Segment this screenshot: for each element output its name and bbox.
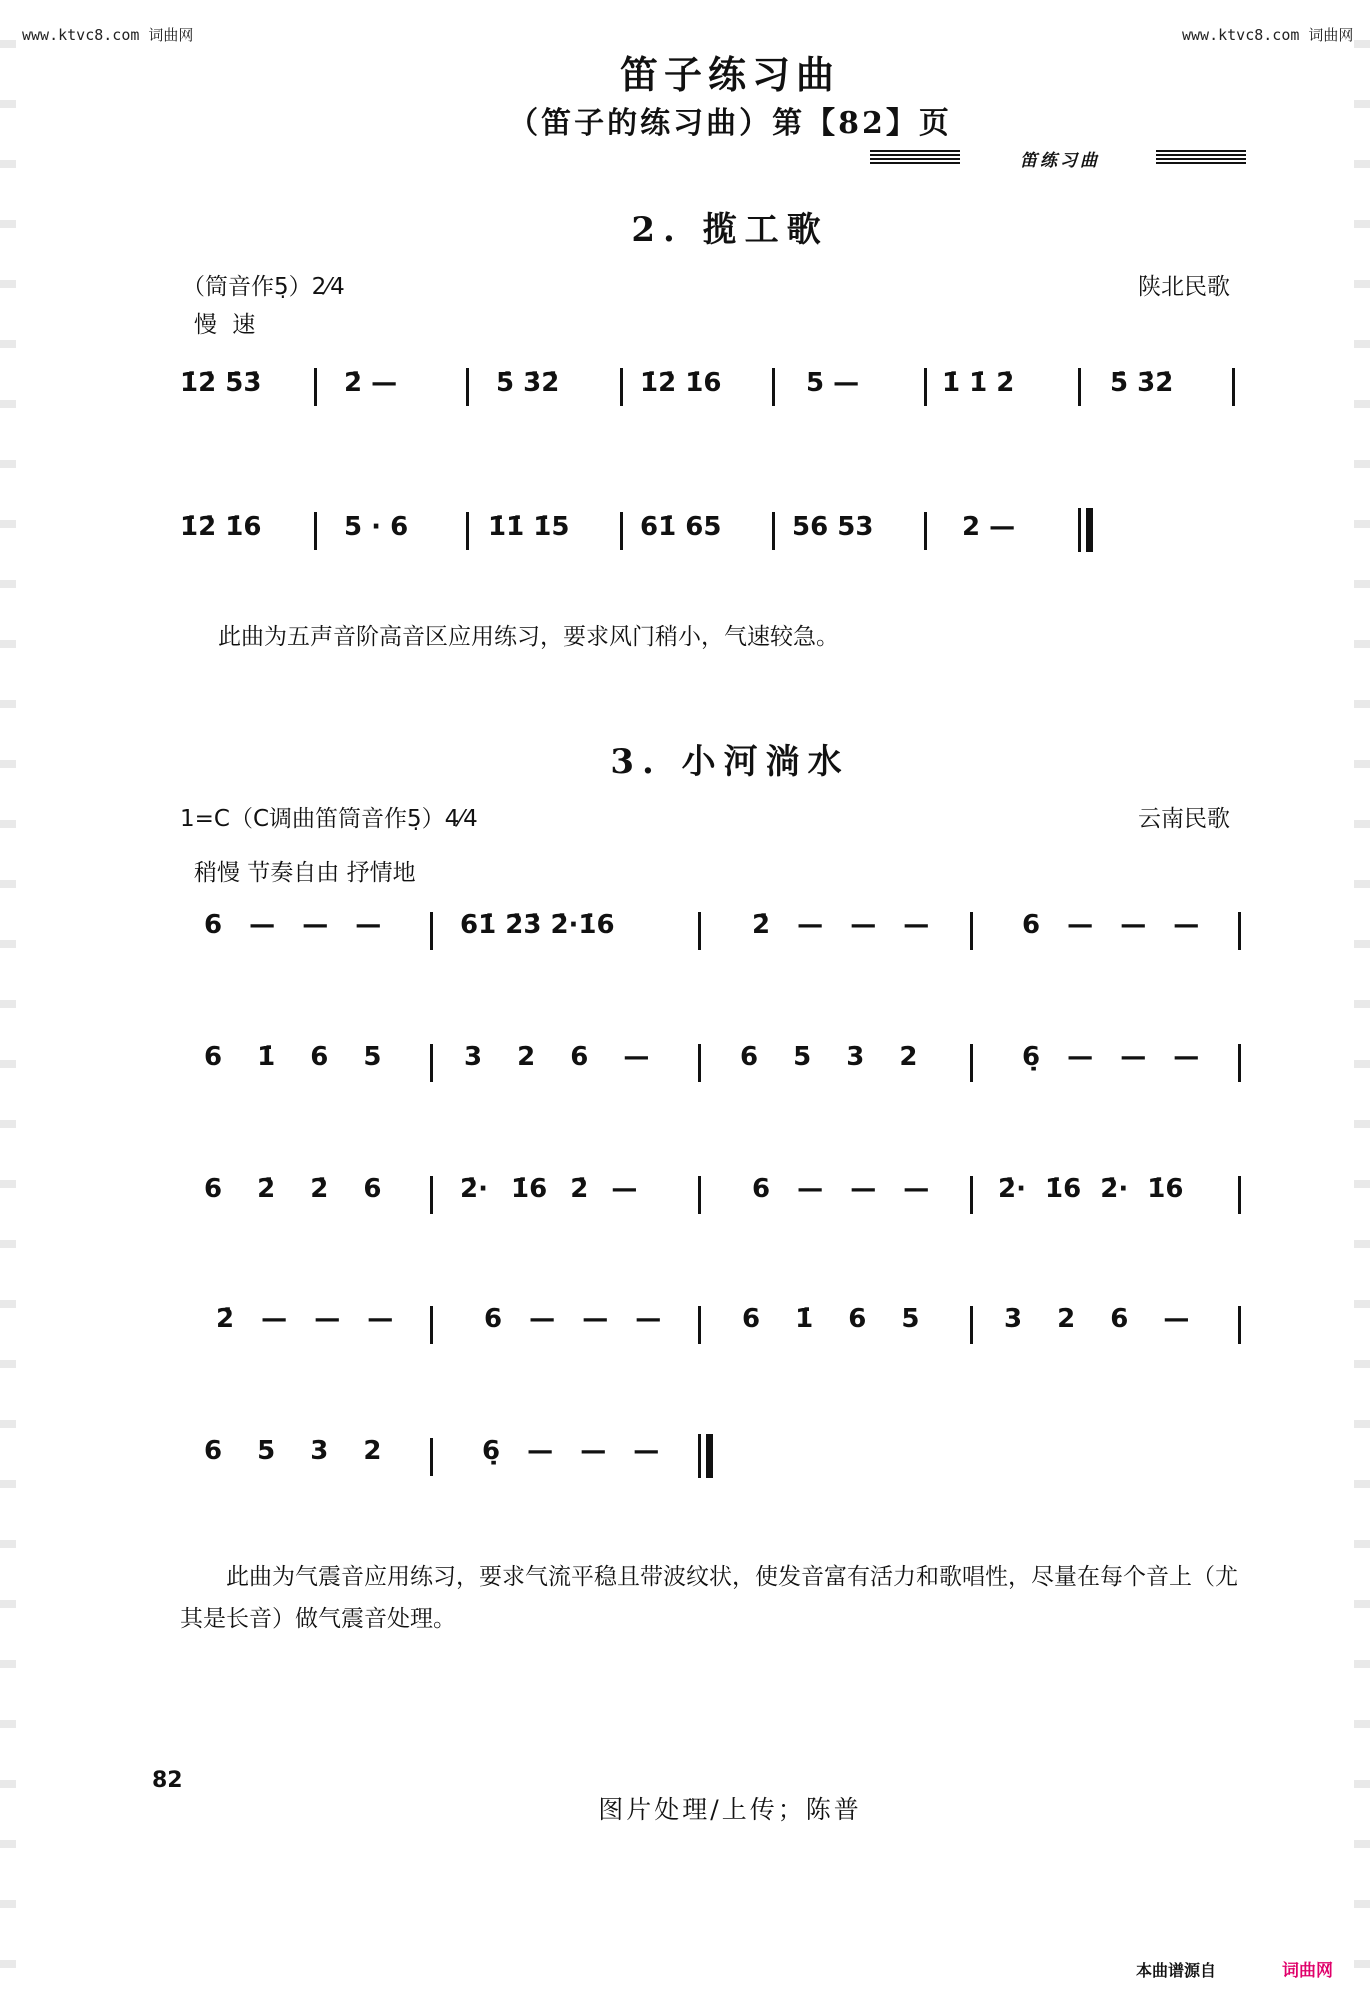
measure: 6 1̇ 6 5: [742, 1304, 920, 1334]
barline: [970, 1306, 973, 1344]
barline: [430, 1438, 433, 1476]
page-subtitle: （笛子的练习曲）第【82】页: [508, 106, 952, 141]
measure: 2̇ — — —: [216, 1304, 394, 1334]
measure: 6 — — —: [1022, 910, 1200, 940]
staff-line-2-2: [180, 504, 1250, 584]
measure: 61̇ 2̇3̇ 2̇·1̇6: [460, 910, 615, 940]
song-title-2: 2. 揽工歌: [631, 210, 829, 250]
measure: 5̇ 3̇2̇: [496, 368, 560, 398]
final-barline: [1078, 508, 1090, 552]
measure: 1̇2̇ 1̇6: [640, 368, 722, 398]
measure: 56 53: [792, 512, 874, 542]
banner-rule-right: [1156, 150, 1246, 164]
barline: [772, 512, 775, 550]
measure: 5 · 6: [344, 512, 409, 542]
final-barline: [698, 1434, 710, 1478]
section-banner: [870, 146, 1246, 171]
source-site-link[interactable]: 词曲网: [1282, 1961, 1333, 1981]
measure: 3 2 6 —: [1004, 1304, 1190, 1334]
barline: [1238, 1306, 1241, 1344]
barline: [466, 512, 469, 550]
measure: 61̇ 65: [640, 512, 722, 542]
page-number: 82: [152, 1768, 183, 1793]
barline: [698, 1306, 701, 1344]
banner-label: 笛练习曲: [1020, 151, 1100, 171]
barline: [1238, 912, 1241, 950]
staff-line-3-1: [180, 904, 1250, 984]
song-note-2: 此曲为五声音阶高音区应用练习，要求风门稍小，气速较急。: [218, 624, 839, 650]
song-key-2: （筒音作5̣）2⁄4: [182, 274, 345, 300]
song-origin-3: 云南民歌: [1138, 806, 1230, 832]
barline: [772, 368, 775, 406]
barline: [970, 1176, 973, 1214]
measure: 2̇· 1̇6 2̇· 1̇6: [998, 1174, 1184, 1204]
measure: 6 5 3 2: [740, 1042, 918, 1072]
measure: 1̇2̇ 5̇3̇: [180, 368, 262, 398]
source-label: 本曲谱源自: [1136, 1961, 1217, 1980]
measure: 2̇ — — —: [752, 910, 930, 940]
measure: 1̇2̇ 1̇6: [180, 512, 262, 542]
song-tempo-2: 慢 速: [194, 312, 260, 338]
barline: [970, 912, 973, 950]
measure: 3 2 6 —: [464, 1042, 650, 1072]
barline: [430, 1044, 433, 1082]
song-title-3: 3. 小河淌水: [610, 742, 850, 782]
measure: 6 5 3 2: [204, 1436, 382, 1466]
staff-line-3-2: [180, 1036, 1250, 1116]
measure: 5 —: [806, 368, 860, 398]
barline: [970, 1044, 973, 1082]
barline: [698, 1176, 701, 1214]
staff-line-3-4: [180, 1298, 1250, 1378]
barline: [314, 512, 317, 550]
song-origin-2: 陕北民歌: [1138, 274, 1230, 300]
barline: [924, 368, 927, 406]
staff-line-3-5: [180, 1430, 1250, 1510]
watermark-right: www.ktvc8.com 词曲网: [1182, 26, 1354, 44]
barline: [466, 368, 469, 406]
measure: 2 —: [962, 512, 1016, 542]
measure: 5̇ 3̇2̇: [1110, 368, 1174, 398]
measure: 6 — — —: [752, 1174, 930, 1204]
banner-rule-left: [870, 150, 960, 164]
barline: [924, 512, 927, 550]
measure: 2̇· 1̇6 2̇ —: [460, 1174, 638, 1204]
barline: [1078, 368, 1081, 406]
left-watermark-strip: [0, 0, 16, 2006]
barline: [430, 912, 433, 950]
measure: 6̣ — — —: [482, 1436, 660, 1466]
measure: 6 — — —: [204, 910, 382, 940]
song-tempo-3: 稍慢 节奏自由 抒情地: [194, 860, 416, 886]
measure: 2̇ —: [344, 368, 398, 398]
measure: 6 2̇ 2̇ 6: [204, 1174, 382, 1204]
song-key-3: 1=C（C调曲笛筒音作5̣）4⁄4: [180, 806, 478, 832]
barline: [430, 1176, 433, 1214]
upload-credit: 图片处理/上传；陈普: [598, 1795, 862, 1824]
right-watermark-strip: [1354, 0, 1370, 2006]
barline: [620, 512, 623, 550]
measure: 6̣ — — —: [1022, 1042, 1200, 1072]
barline: [430, 1306, 433, 1344]
watermark-left: www.ktvc8.com 词曲网: [22, 26, 194, 44]
barline: [698, 912, 701, 950]
measure: 6 1̇ 6 5: [204, 1042, 382, 1072]
barline: [1232, 368, 1235, 406]
barline: [620, 368, 623, 406]
song-note-3: 此曲为气震音应用练习，要求气流平稳且带波纹状，使发音富有活力和歌唱性，尽量在每个音上（尤其是长音）做气震音处理。: [180, 1564, 1238, 1632]
staff-line-3-3: [180, 1168, 1250, 1248]
measure: 6 — — —: [484, 1304, 662, 1334]
measure: 1̇1̇ 1̇5: [488, 512, 570, 542]
page-title: 笛子练习曲: [619, 52, 840, 97]
barline: [1238, 1176, 1241, 1214]
barline: [698, 1044, 701, 1082]
staff-line-2-1: [180, 360, 1250, 440]
barline: [314, 368, 317, 406]
barline: [1238, 1044, 1241, 1082]
measure: 1̇ 1̇ 2̇: [942, 368, 1015, 398]
